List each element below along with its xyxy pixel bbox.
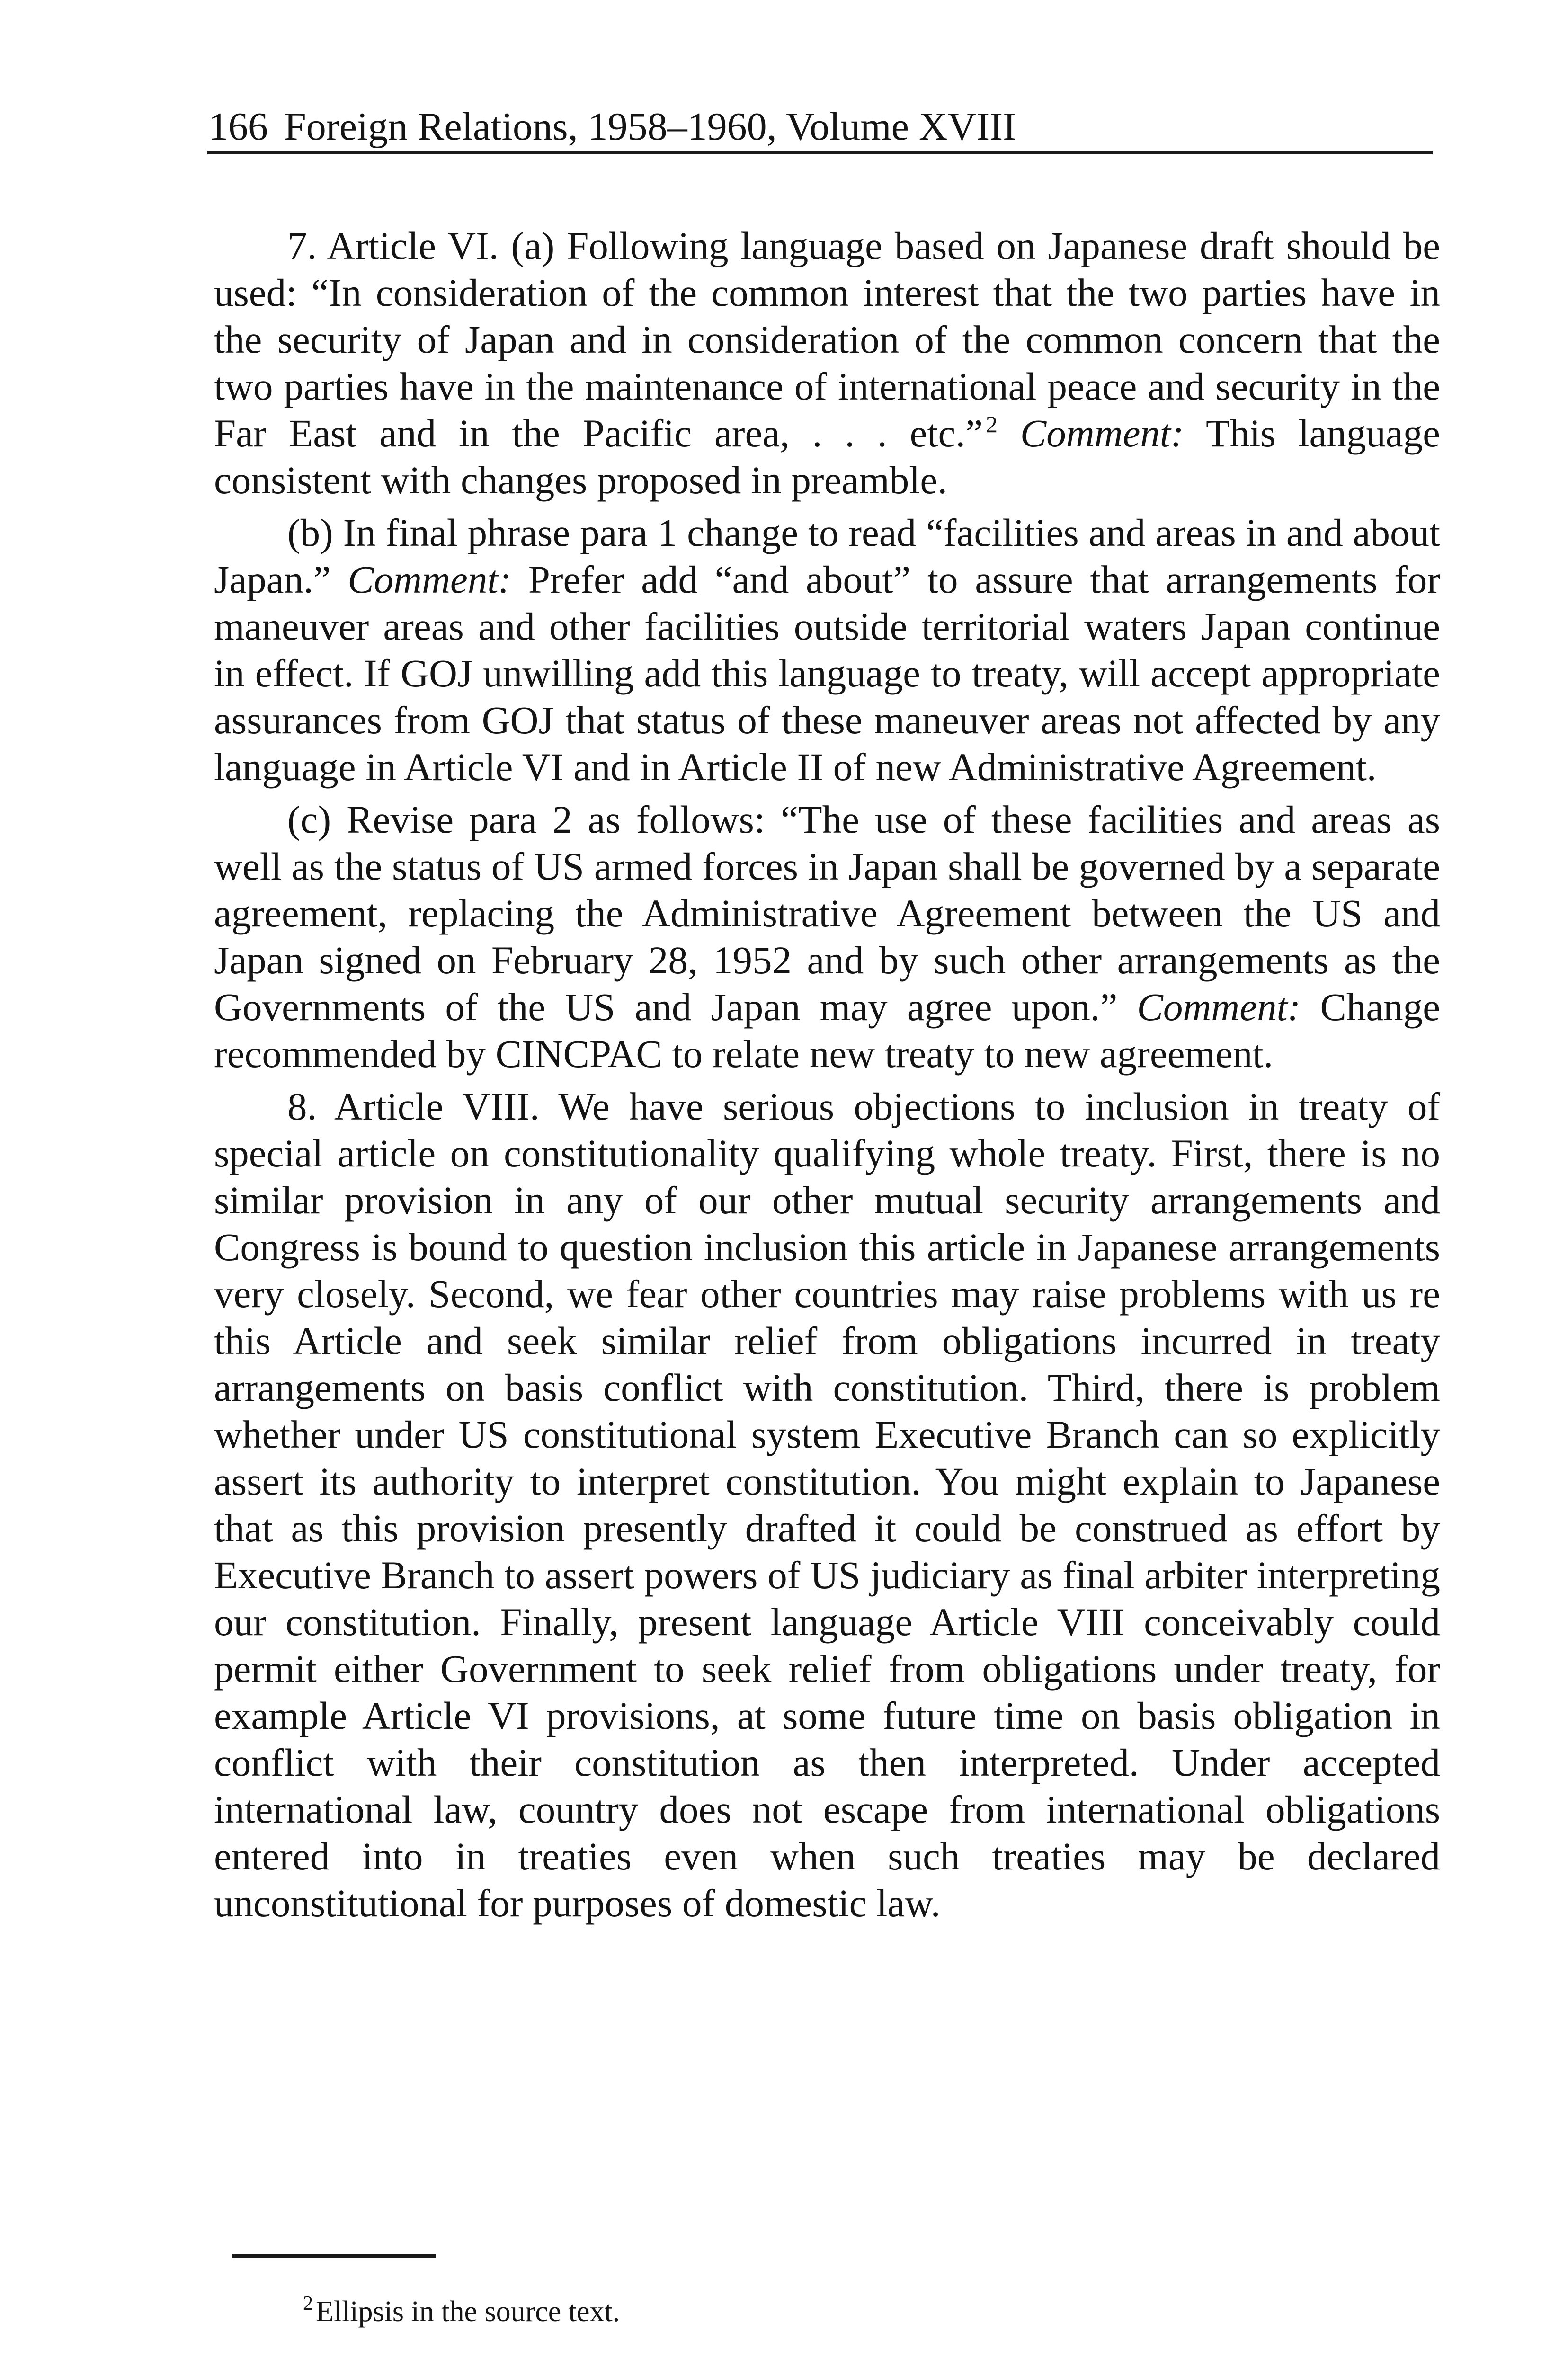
paragraph-text: (b) In final phrase para 1 change to read “facilities and areas in and about Japan.” bbox=[214, 511, 1440, 601]
footnote bbox=[303, 2294, 620, 2330]
comment-label: Comment: bbox=[1137, 985, 1301, 1029]
comment-label: Comment: bbox=[1020, 411, 1184, 455]
comment-text: Change recommended by CINCPAC to relate new treaty to new agreement. bbox=[214, 985, 1440, 1076]
footnote-reference: 2 bbox=[985, 411, 998, 437]
paragraph-article-vi-b bbox=[214, 509, 1440, 791]
footnote-rule bbox=[232, 2254, 436, 2258]
header-rule bbox=[207, 151, 1433, 154]
footnote-text: Ellipsis in the source text. bbox=[316, 2296, 620, 2328]
comment-text: Prefer add “and about” to assure that arrangements for maneuver areas and other facilities outside territorial waters Japan continue in effect. If GOJ unwilling add this language to treaty, will accept appropriate assurances from GOJ that status of these maneuver areas not affected by any language in Article VI and in Article II of new Administrative Agreement. bbox=[214, 558, 1440, 789]
body-text bbox=[214, 222, 1440, 1927]
footnote-number: 2 bbox=[303, 2293, 313, 2314]
running-head bbox=[208, 103, 1439, 151]
paragraph-text: 8. Article VIII. We have serious objections to inclusion in treaty of special article on constitutionality qualifying whole treaty. First, there is no similar provision in any of our other mutual security arrangements and Congress is bound to question inclusion this article in Japanese arrangements very closely. Second, we fear other countries may raise problems with us re this Article and seek similar relief from obligations incurred in treaty arrangements on basis conflict with constitution. Third, there is problem whether under US constitutional system Executive Branch can so explicitly assert its authority to interpret constitution. You might explain to Japanese that as this provision presently drafted it could be construed as effort by Executive Branch to assert powers of US judiciary as final arbiter interpreting our constitution. Finally, present language Article VIII conceivably could permit either Government to seek relief from obligations under treaty, for example Article VI provisions, at some future time on basis obligation in conflict with their constitution as then interpreted. Under accepted international law, country does not escape from international obligations entered into in treaties even when such treaties may be declared unconstitutional for purposes of domestic law. bbox=[214, 1085, 1440, 1925]
paragraph-article-vi-a bbox=[214, 222, 1440, 504]
running-head-title: Foreign Relations, 1958–1960, Volume XVIII bbox=[284, 105, 1016, 149]
comment-text: This language consistent with changes proposed in preamble. bbox=[214, 411, 1441, 502]
comment-label: Comment: bbox=[347, 558, 512, 601]
paragraph-text: (c) Revise para 2 as follows: “The use of these facilities and areas as well as the status of US armed forces in Japan shall be governed by a separate agreement, replacing the Administrative Agreement between the US and Japan signed on February 28, 1952 and by such other arrangements as the Governments of the US and Japan may agree upon.” bbox=[214, 798, 1440, 1029]
paragraph-article-vi-c bbox=[214, 796, 1440, 1077]
paragraph-text: 7. Article VI. (a) Following language based on Japanese draft should be used: “In consideration of the common interest that the two parties have in the security of Japan and in consideration of the common concern that the two parties have in the maintenance of international peace and security in the Far East and in the Pacific area, . . . etc.” bbox=[214, 224, 1440, 455]
page-number: 166 bbox=[208, 105, 268, 149]
paragraph-article-viii bbox=[214, 1083, 1440, 1927]
